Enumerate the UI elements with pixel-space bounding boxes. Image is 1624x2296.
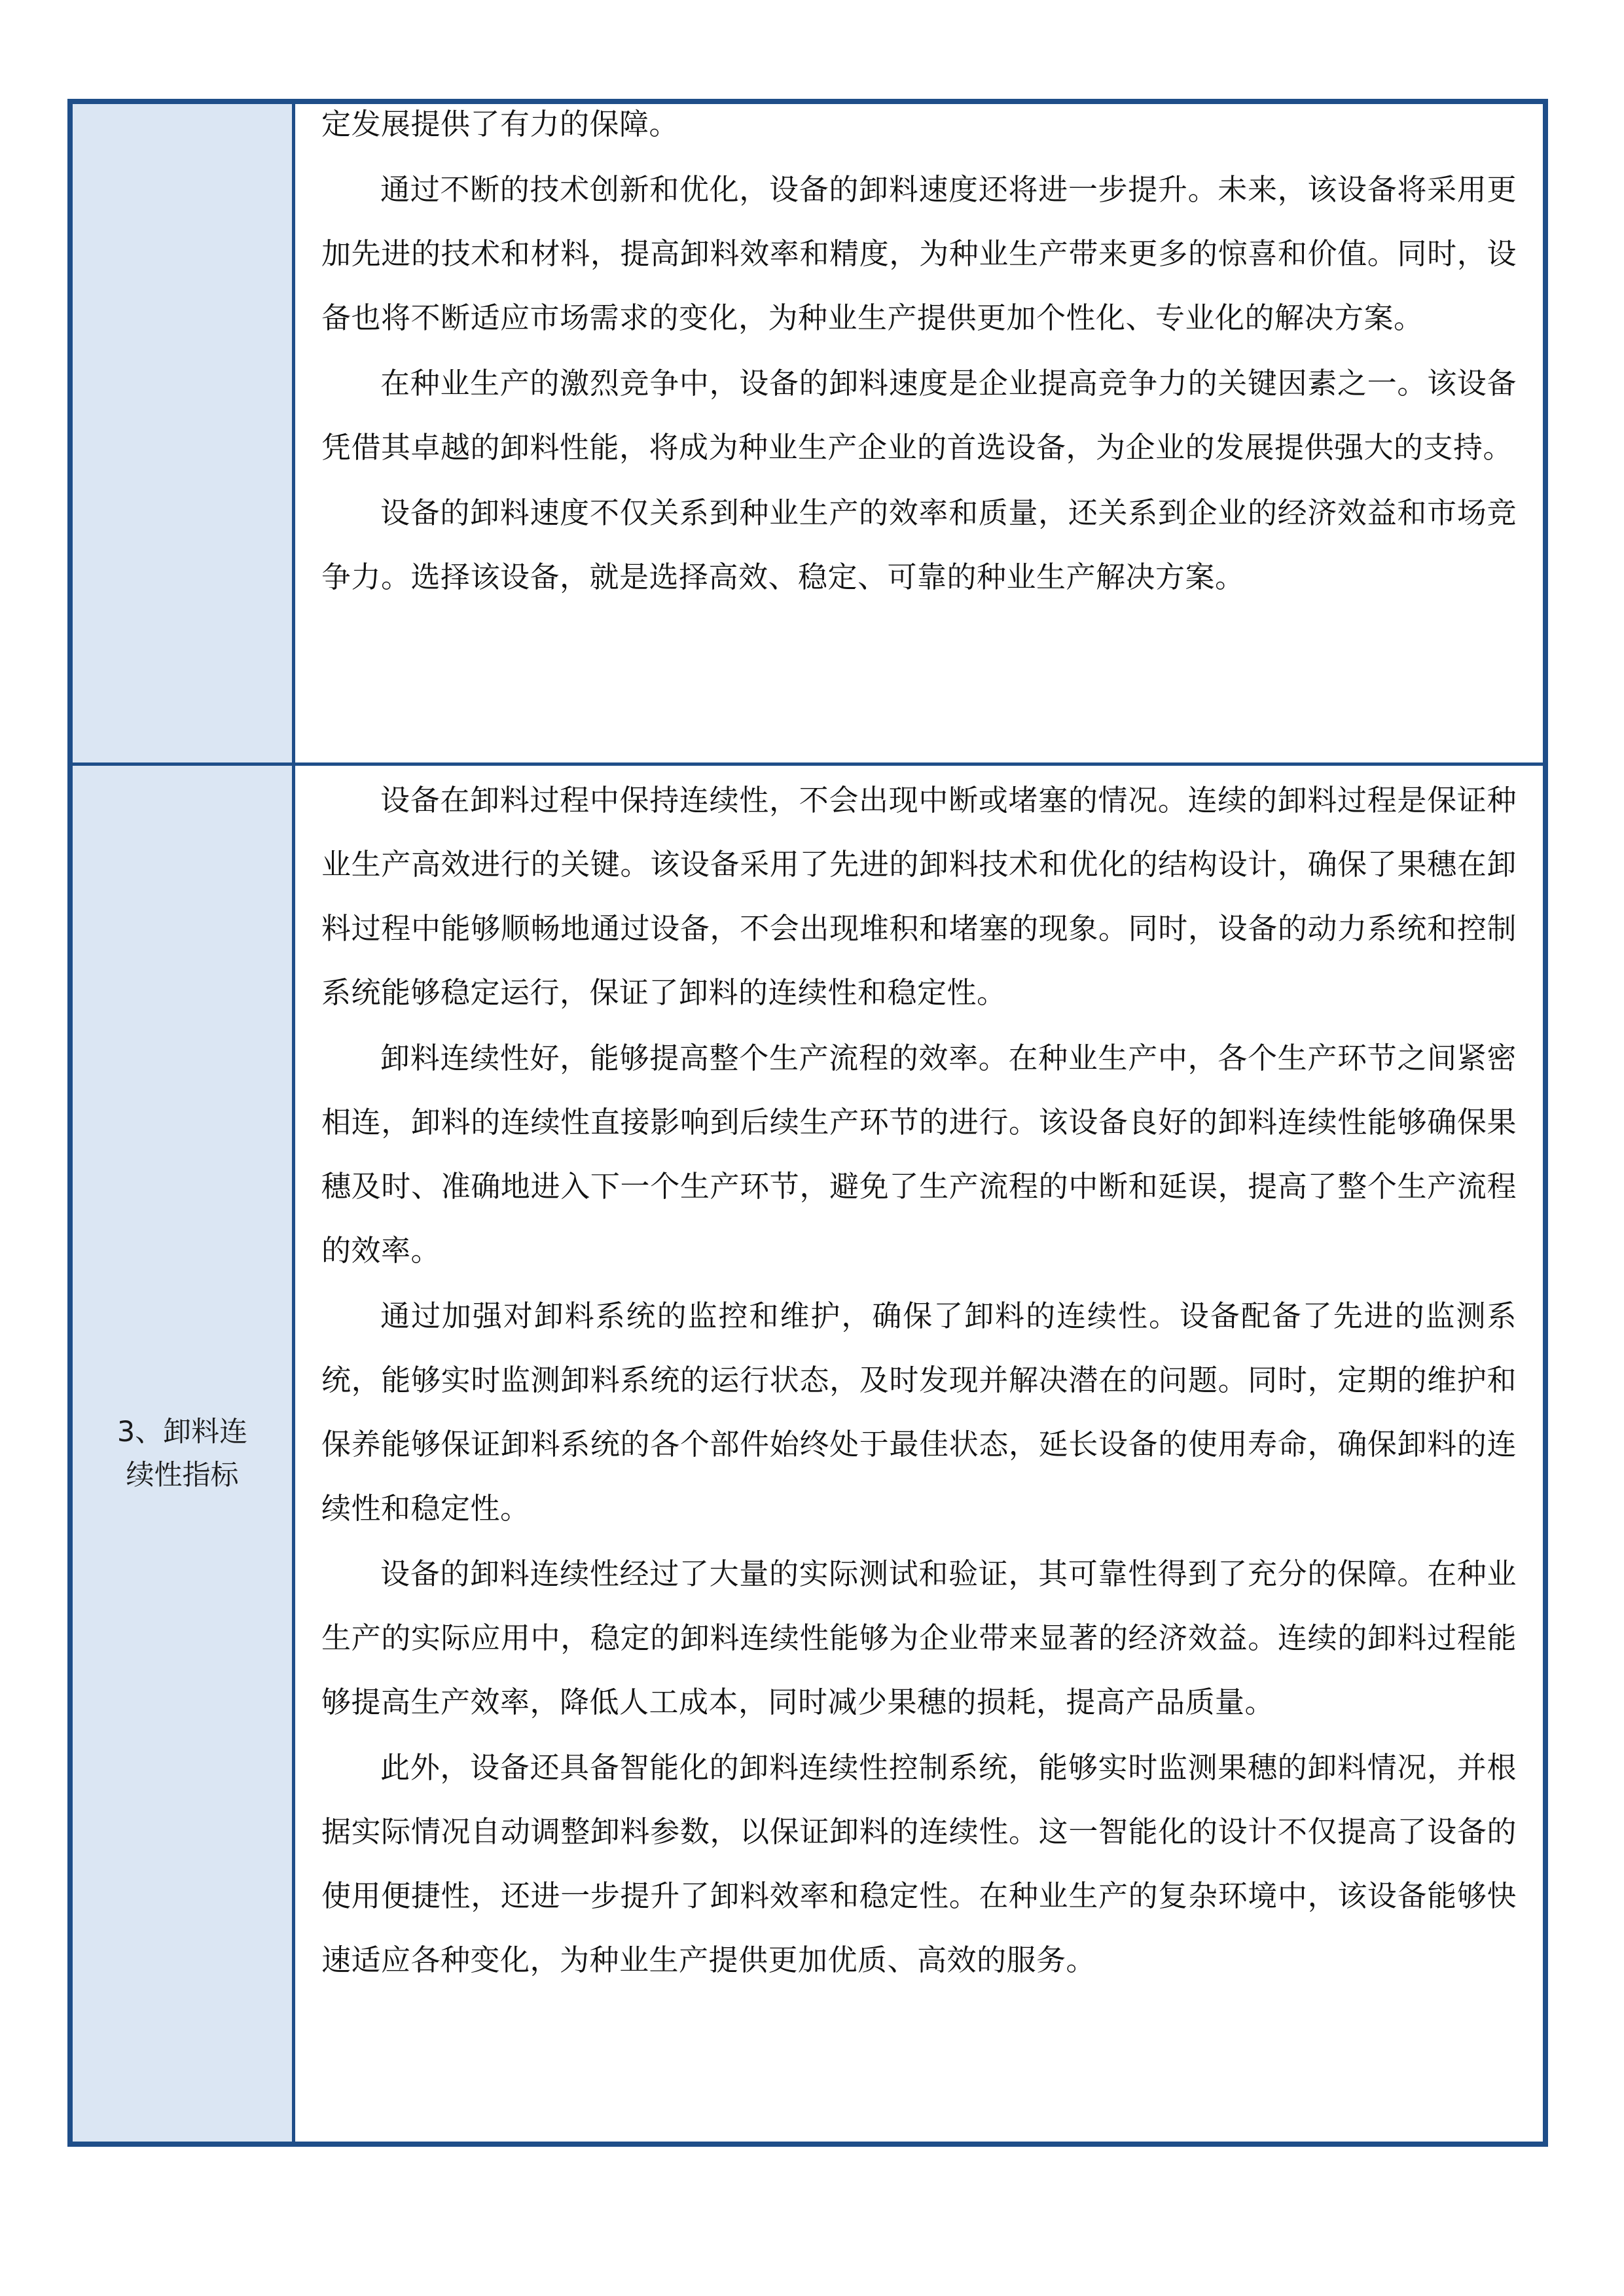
paragraph: 通过加强对卸料系统的监控和维护，确保了卸料的连续性。设备配备了先进的监测系统，能够实时监测卸料系统的运行状态，及时发现并解决潜在的问题。同时，定期的维护和保养能够保证卸料系统的各个部件始终处于最佳状态，延长设备的使用寿命，确保卸料的连续性和稳定性。 (321, 1299, 1517, 1526)
table-row (73, 104, 1543, 762)
paragraph: 设备在卸料过程中保持连续性，不会出现中断或堵塞的情况。连续的卸料过程是保证种业生产高效进行的关键。该设备采用了先进的卸料技术和优化的结构设计，确保了果穗在卸料过程中能够顺畅地通过设备，不会出现堆积和堵塞的现象。同时，设备的动力系统和控制系统能够稳定运行，保证了卸料的连续性和稳定性。 (321, 783, 1517, 1010)
paragraph: 卸料连续性好，能够提高整个生产流程的效率。在种业生产中，各个生产环节之间紧密相连，卸料的连续性直接影响到后续生产环节的进行。该设备良好的卸料连续性能够确保果穗及时、准确地进入下一个生产环节，避免了生产流程的中断和延误，提高了整个生产流程的效率。 (321, 1041, 1517, 1268)
row-label-cell (73, 104, 295, 762)
paragraph: 在种业生产的激烈竞争中，设备的卸料速度是企业提高竞争力的关键因素之一。该设备凭借其卓越的卸料性能，将成为种业生产企业的首选设备，为企业的发展提供强大的支持。 (321, 366, 1517, 465)
paragraph: 通过不断的技术创新和优化，设备的卸料速度还将进一步提升。未来，该设备将采用更加先进的技术和材料，提高卸料效率和精度，为种业生产带来更多的惊喜和价值。同时，设备也将不断适应市场需求的变化，为种业生产提供更加个性化、专业化的解决方案。 (321, 172, 1517, 335)
table-row (73, 762, 1543, 2142)
paragraph: 设备的卸料连续性经过了大量的实际测试和验证，其可靠性得到了充分的保障。在种业生产的实际应用中，稳定的卸料连续性能够为企业带来显著的经济效益。连续的卸料过程能够提高生产效率，降低人工成本，同时减少果穗的损耗，提高产品质量。 (321, 1556, 1517, 1719)
row-label: 3、卸料连续性指标 (117, 1416, 248, 1492)
paragraph: 设备的卸料速度不仅关系到种业生产的效率和质量，还关系到企业的经济效益和市场竞争力。选择该设备，就是选择高效、稳定、可靠的种业生产解决方案。 (321, 495, 1517, 594)
indicator-table (67, 99, 1548, 2147)
row-content-cell (295, 766, 1543, 2142)
paragraph: 此外，设备还具备智能化的卸料连续性控制系统，能够实时监测果穗的卸料情况，并根据实际情况自动调整卸料参数，以保证卸料的连续性。这一智能化的设计不仅提高了设备的使用便捷性，还进一步提升了卸料效率和稳定性。在种业生产的复杂环境中，该设备能够快速适应各种变化，为种业生产提供更加优质、高效的服务。 (321, 1750, 1517, 1977)
row-content-cell (295, 104, 1543, 762)
paragraph: 定发展提供了有力的保障。 (321, 107, 679, 141)
row-label-cell (73, 766, 295, 2142)
